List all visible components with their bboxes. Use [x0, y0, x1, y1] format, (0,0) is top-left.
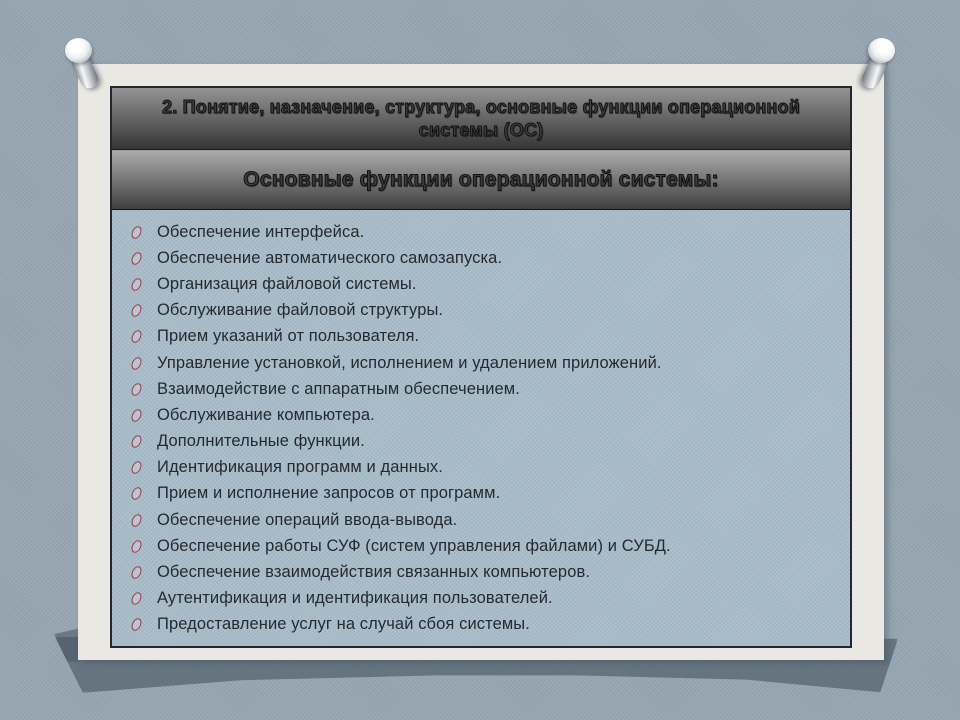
list-item-text: Взаимодействие с аппаратным обеспечением. [157, 379, 520, 398]
pushpin-cap [65, 38, 92, 63]
list-item-text: Обеспечение работы СУФ (систем управления файлами) и СУБД. [157, 536, 671, 555]
card-drop-shadow-left [52, 628, 80, 662]
list-item [130, 507, 834, 533]
slide-card-inner [110, 86, 852, 648]
italic-o-bullet-icon [130, 513, 144, 527]
list-item [130, 271, 834, 297]
slide-title-bar [112, 88, 850, 150]
list-item-text: Идентификация программ и данных. [157, 458, 443, 477]
italic-o-bullet-icon [130, 251, 144, 265]
list-item-text: Дополнительные функции. [157, 432, 365, 451]
list-item-text: Управление установкой, исполнением и удалением приложений. [157, 353, 662, 372]
italic-o-bullet-icon [130, 225, 144, 239]
list-item [130, 245, 834, 271]
italic-o-bullet-icon [130, 487, 144, 501]
list-item-text: Аутентификация и идентификация пользователей. [157, 589, 553, 608]
list-item [130, 612, 834, 638]
pushpin-icon [852, 38, 900, 102]
slide-title: 2. Понятие, назначение, структура, основные функции операционной системы (ОС) [162, 96, 800, 140]
bullet-list [130, 219, 834, 638]
list-item [130, 481, 834, 507]
list-item [130, 455, 834, 481]
list-item [130, 559, 834, 585]
list-item-text: Организация файловой системы. [157, 274, 417, 293]
italic-o-bullet-icon [130, 434, 144, 448]
list-item-text: Прием указаний от пользователя. [157, 327, 420, 346]
list-item [130, 324, 834, 350]
list-item-text: Прием и исполнение запросов от программ. [157, 484, 501, 503]
list-item [130, 376, 834, 402]
list-item-text: Обеспечение интерфейса. [157, 222, 365, 241]
pushpin-cap [868, 38, 895, 63]
list-item [130, 586, 834, 612]
italic-o-bullet-icon [130, 539, 144, 553]
slide-body [112, 209, 850, 646]
pushpin-icon [60, 38, 108, 102]
italic-o-bullet-icon [130, 330, 144, 344]
list-item [130, 298, 834, 324]
list-item [130, 429, 834, 455]
list-item-text: Предоставление услуг на случай сбоя системы. [157, 615, 530, 634]
slide-card [78, 64, 884, 660]
italic-o-bullet-icon [130, 408, 144, 422]
list-item [130, 402, 834, 428]
italic-o-bullet-icon [130, 592, 144, 606]
list-item [130, 533, 834, 559]
list-item-text: Обслуживание файловой структуры. [157, 301, 444, 320]
italic-o-bullet-icon [130, 382, 144, 396]
italic-o-bullet-icon [130, 356, 144, 370]
list-item-text: Обеспечение операций ввода-вывода. [157, 510, 458, 529]
list-item-text: Обеспечение взаимодействия связанных компьютеров. [157, 563, 591, 582]
italic-o-bullet-icon [130, 461, 144, 475]
italic-o-bullet-icon [130, 277, 144, 291]
list-item [130, 219, 834, 245]
section-heading: Основные функции операционной системы: [243, 168, 719, 191]
italic-o-bullet-icon [130, 565, 144, 579]
list-item-text: Обеспечение автоматического самозапуска. [157, 248, 503, 267]
list-item-text: Обслуживание компьютера. [157, 405, 375, 424]
section-heading-bar [112, 150, 850, 209]
italic-o-bullet-icon [130, 303, 144, 317]
italic-o-bullet-icon [130, 618, 144, 632]
list-item [130, 350, 834, 376]
